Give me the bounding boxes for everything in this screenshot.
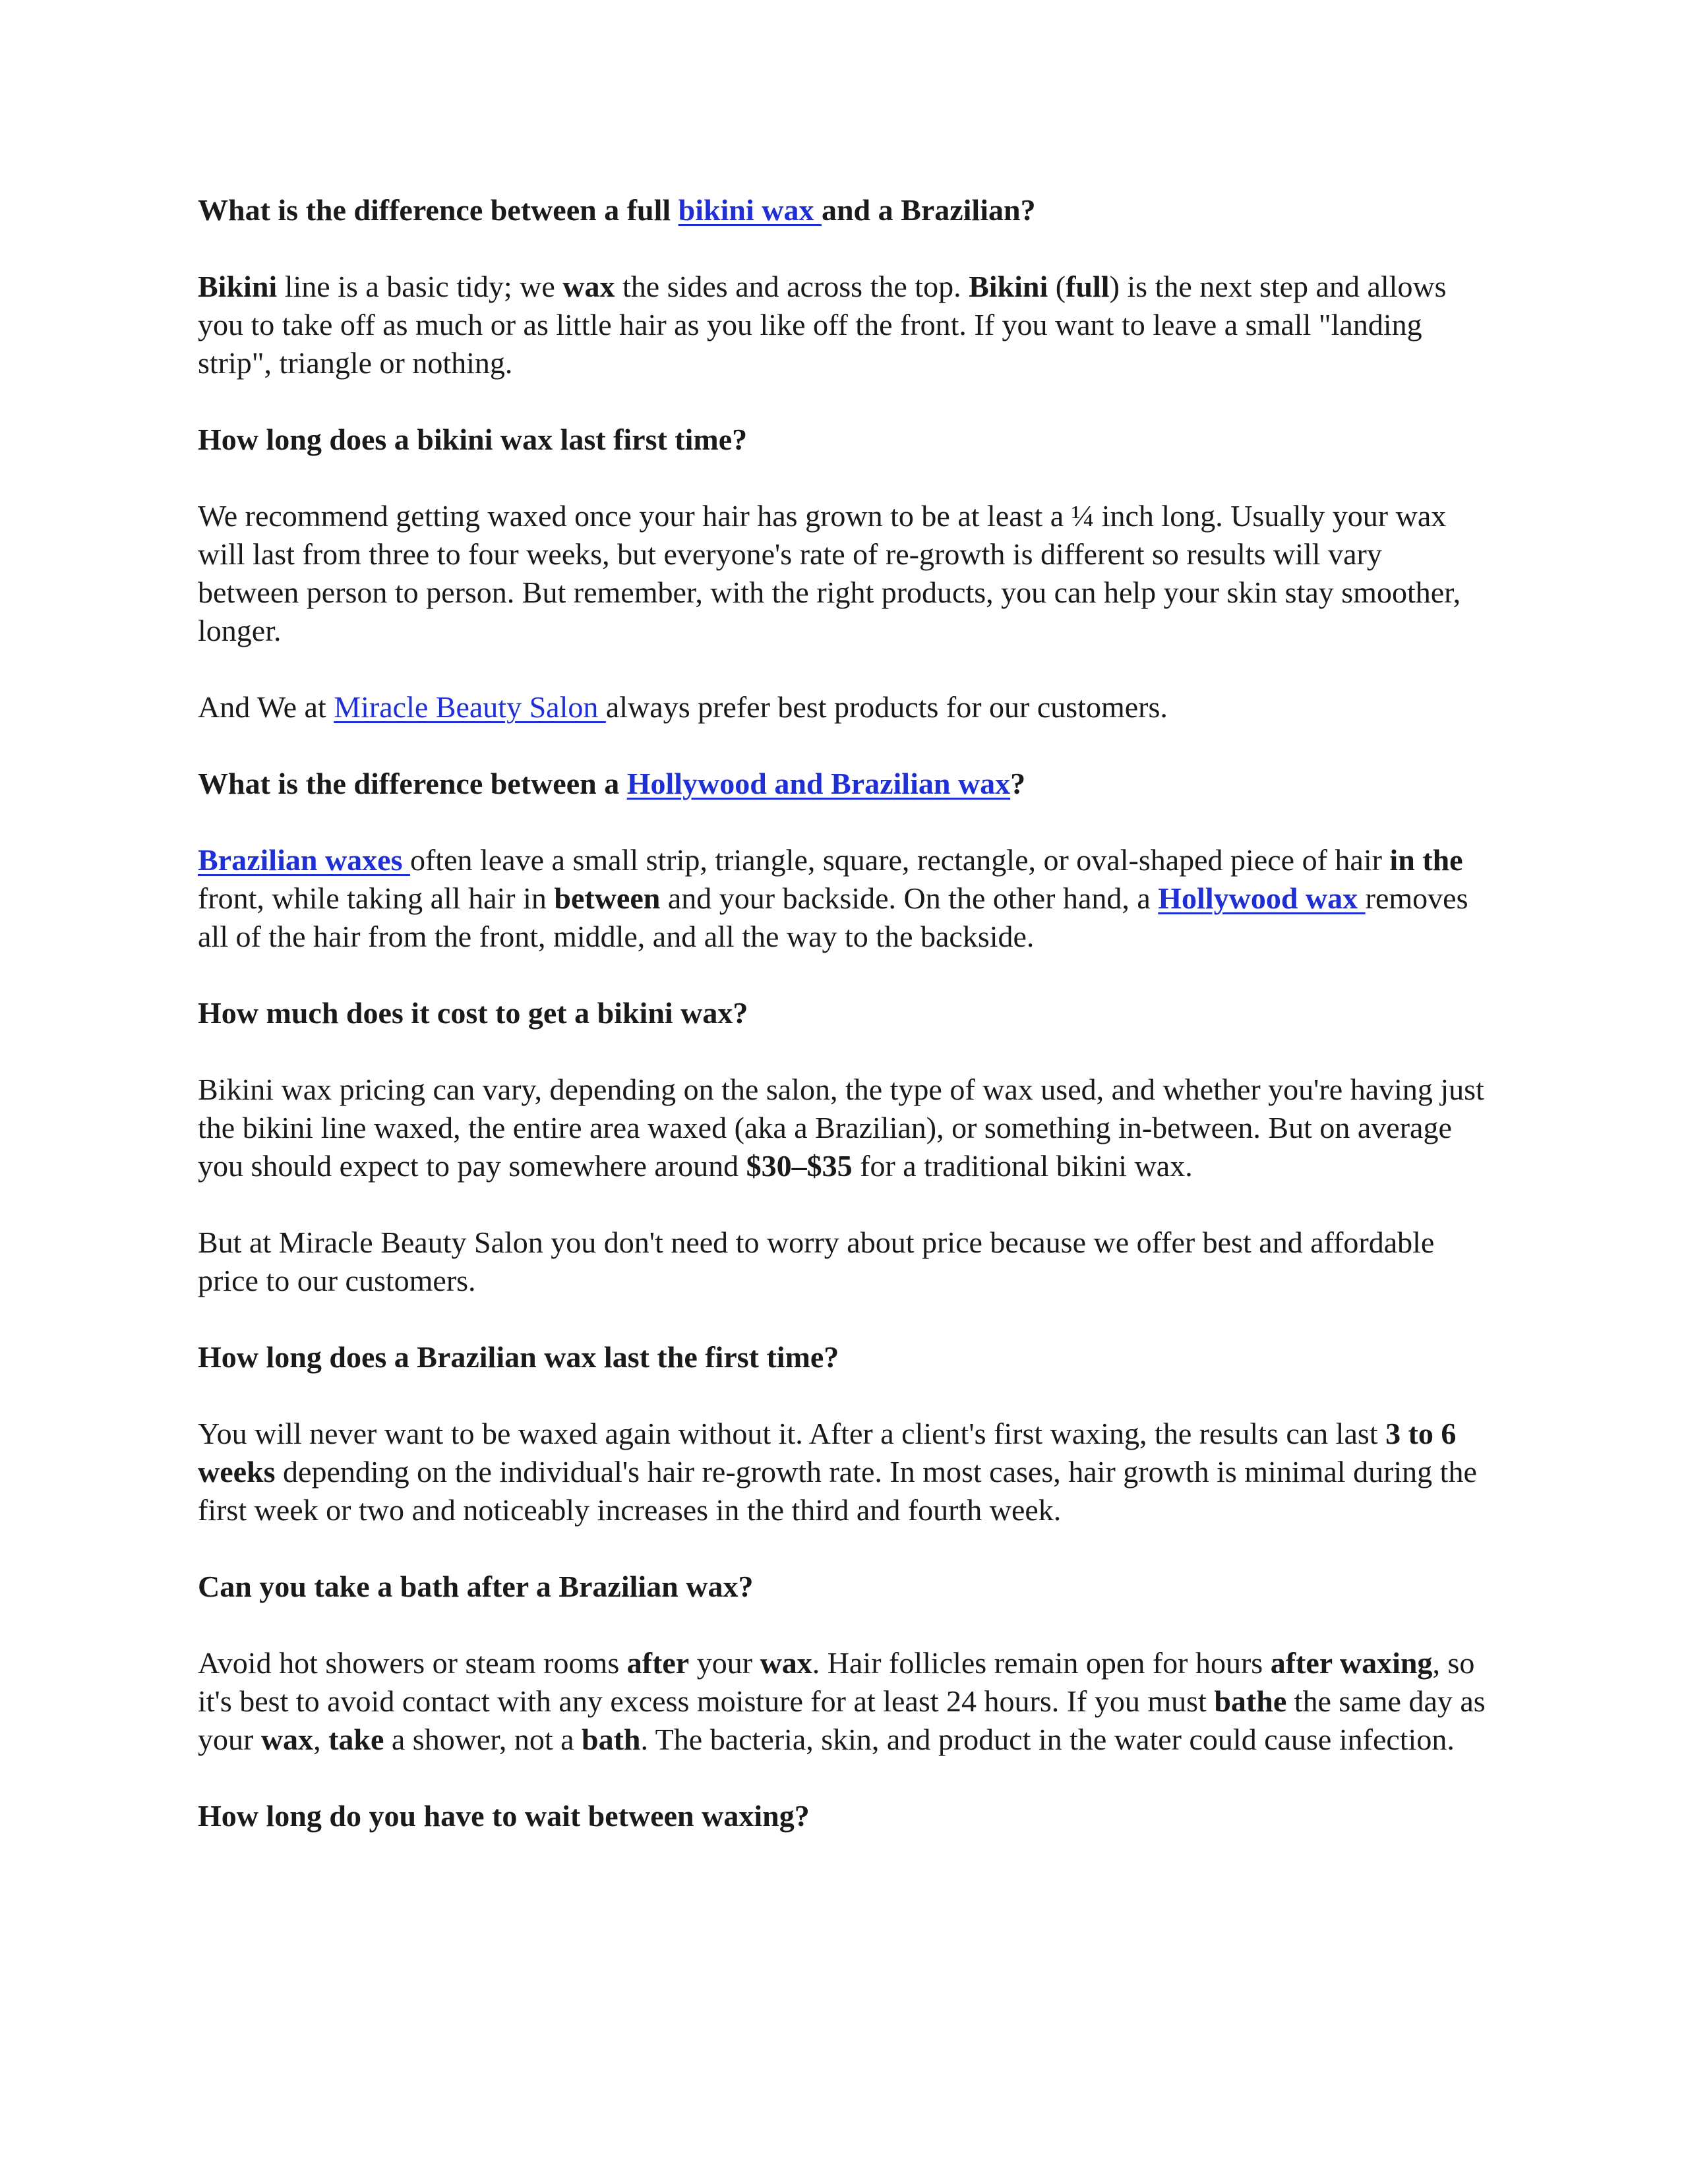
question-bikini-wax-cost: How much does it cost to get a bikini wax? — [198, 996, 748, 1030]
question-bath-after-wax: Can you take a bath after a Brazilian wax? — [198, 1570, 754, 1603]
answer-bath-after-wax: Avoid hot showers or steam rooms after your wax. Hair follicles remain open for hours after waxing, so it's best to avoid contact with any excess moisture for at least 24 hours. If you must bathe the same day as your wax, take a shower, not a bath. The bacteria, skin, and product in the water could cause infection. — [198, 1646, 1486, 1756]
question-full-bikini-vs-brazilian: What is the difference between a full bikini wax and a Brazilian? — [198, 193, 1036, 227]
salon-products-note: And We at Miracle Beauty Salon always prefer best products for our customers. — [198, 690, 1168, 724]
miracle-beauty-salon-link[interactable]: Miracle Beauty Salon — [334, 690, 606, 724]
answer-hollywood-vs-brazilian: Brazilian waxes often leave a small strip, triangle, square, rectangle, or oval-shaped piece of hair in the front, while taking all hair in between and your backside. On the other hand, a Hollywood wax removes all of the hair from the front, middle, and all the way to the backside. — [198, 843, 1468, 953]
question-brazilian-wax-duration: How long does a Brazilian wax last the first time? — [198, 1340, 839, 1374]
hollywood-brazilian-wax-link[interactable]: Hollywood and Brazilian wax — [626, 767, 1011, 800]
document-body — [198, 191, 1490, 1835]
answer-brazilian-wax-duration: You will never want to be waxed again without it. After a client's first waxing, the results can last 3 to 6 weeks depending on the individual's hair re-growth rate. In most cases, hair growth is minimal during the first week or two and noticeably increases in the third and fourth week. — [198, 1417, 1477, 1527]
question-hollywood-vs-brazilian: What is the difference between a Hollywood and Brazilian wax? — [198, 767, 1026, 800]
question-bikini-wax-duration: How long does a bikini wax last first time? — [198, 423, 748, 456]
answer-bikini-line: Bikini line is a basic tidy; we wax the sides and across the top. Bikini (full) is the next step and allows you to take off as much or as little hair as you like off the front. If you want to leave a small "landing strip", triangle or nothing. — [198, 270, 1447, 380]
question-wait-between-waxing: How long do you have to wait between waxing? — [198, 1799, 810, 1833]
salon-price-note: But at Miracle Beauty Salon you don't need to worry about price because we offer best and affordable price to our customers. — [198, 1225, 1435, 1297]
answer-bikini-wax-duration: We recommend getting waxed once your hair has grown to be at least a ¼ inch long. Usually your wax will last from three to four weeks, but everyone's rate of re-growth is different so results will vary between person to person. But remember, with the right products, you can help your skin stay smoother, longer. — [198, 499, 1461, 647]
answer-bikini-wax-cost: Bikini wax pricing can vary, depending on the salon, the type of wax used, and whether you're having just the bikini line waxed, the entire area waxed (aka a Brazilian), or something in-between. But on average you should expect to pay somewhere around $30–$35 for a traditional bikini wax. — [198, 1073, 1484, 1183]
brazilian-waxes-link[interactable]: Brazilian waxes — [198, 843, 410, 877]
bikini-wax-link[interactable]: bikini wax — [678, 193, 822, 227]
hollywood-wax-link[interactable]: Hollywood wax — [1158, 881, 1366, 915]
